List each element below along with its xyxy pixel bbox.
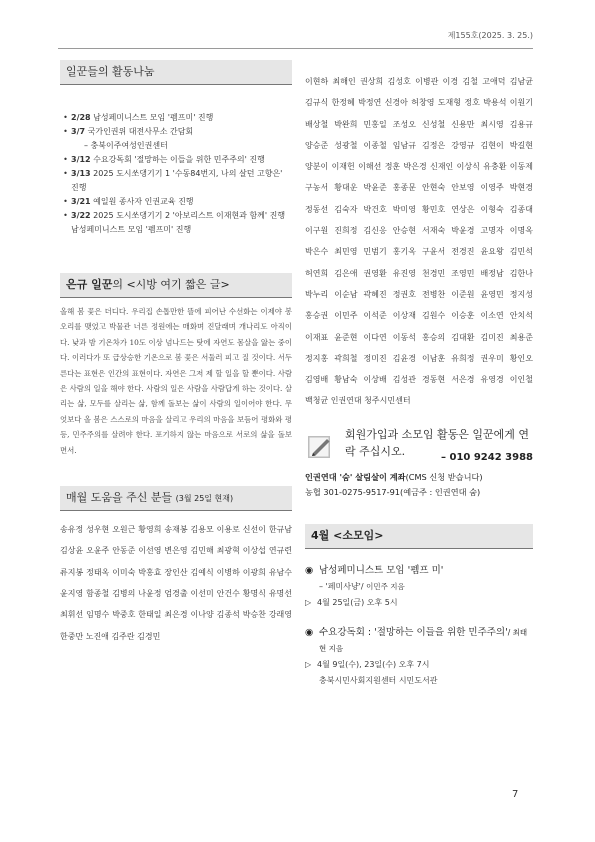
meetings-section [305, 524, 533, 689]
donors-title-text: 매월 도움을 주신 분들 [66, 491, 173, 505]
activity-item: • 2/28 남성페미니스트 모임 '펨프미' 진행 [63, 113, 214, 122]
activity-subitem: 남성페미니스트 모임 '펨프미' 진행 [71, 225, 192, 234]
section-rule [60, 297, 292, 298]
donors-date-note: (3월 25일 현재) [175, 494, 234, 504]
meeting-schedule: ▷ 4월 25일(금) 오후 5시 [305, 595, 533, 611]
donor-names-right: 이현하 최해인 권상희 김성호 이병관 이경 김철 고애덕 김남균 김규식 한정혜 박정연 신경아 허창영 도재형 정호 박용석 이원기 배상철 박완희 민홍일 조성오 신성철 신용만 최시영 김용규 양승준 성광철 이종철 임남규 김정은 강영규 김현이 박길현 양분이 이재헌 이해선 정훈 박은경 신재인 이상식 유충환 이동제 구농서 황대운 박윤준 홍종문 안현숙 안보영 이영주 박현경 정동선 김숙자 박건호 박미영 황민호 연상은 이형숙 김종대 이구원 진희정 김신응 안승현 서재숙 박윤경 고명자 이명옥 박은수 최민영 민범기 홍기옥 구윤서 전경진 윤요왕 김민석 허연희 김은애 권영환 유진영 천경민 조영민 배정남 김한나 박누리 이순남 곽혜진 정권호 전병찬 이준원 윤영민 정지성 홍승권 이민주 이석준 이상재 김원수 이승훈 이소연 안치석 이재표 윤준현 이다연 이동석 홍승의 김대환 김미진 최용준 정지홍 곽희철 정미진 김윤경 이남훈 유희정 권우미 황인오 김영배 황남숙 이상배 김성관 경동현 서은경 유영경 이인철 백청균 인권연대 청주시민센터 [305, 77, 533, 406]
meetings-title-text: 4월 <소모임> [311, 528, 384, 542]
meeting-title: 남성페미니스트 모임 '펨프 미' [319, 564, 444, 576]
donors-section [60, 486, 292, 647]
section-rule [60, 84, 292, 85]
meeting-item [305, 563, 533, 611]
contact-phone: – 010 9242 3988 [441, 451, 533, 463]
activities-title [60, 60, 292, 84]
donors-title [60, 486, 292, 510]
activity-item: • 3/13 2025 도시쏘댕기기 1 '수동84번지, 나의 살던 고향은' 진행 [63, 169, 283, 192]
activities-list [60, 111, 292, 237]
activities-title-text: 일꾼들의 활동나눔 [66, 65, 155, 78]
left-column [60, 60, 292, 647]
account-name: 인권연대 '숨' 살림살이 계좌 [305, 471, 406, 482]
activity-item: • 3/12 수요강독회 '절망하는 이들을 위한 민주주의' 진행 [63, 155, 265, 164]
contact-message: 회원가입과 소모임 활동은 일꾼에게 연락 주십시오. [345, 427, 530, 458]
contact-box [305, 426, 533, 464]
essay-body: 올해 봄 꽃은 더디다. 우리집 손톱만한 뜰에 피어난 수선화는 이제야 봉오리를 맺었고 박물관 너른 정원에는 매화며 진달래며 개나리도 아직이다. 낮과 밤 기온차가 10도 이상 넘나드는 탓에 자연도 몸살을 앓는 중이다. 이러다가 또 급상승한 기온으로 봄 꽃은 서둘러 피고 질 것이다. 서두른다는 표현은 인간의 표현이다. 자연은 그저 제 할 일을 할 뿐이다. 사람은 사람의 일을 해야 한다. 사람의 일은 사람을 사람답게 하는 것이다. 살리는 삶, 모두를 살리는 삶, 함께 돌보는 삶이 사람의 일이어야 한다. 무엇보다 올 봄은 스스로의 마음을 살리고 우리의 마음을 보듬어 평화와 평등, 민주주의를 살려야 한다. 포기하지 않는 마음으로 서로의 삶을 돌보면서. [60, 307, 292, 455]
essay-title-text: 의 <시방 여기 짧은 글> [112, 278, 230, 291]
triangle-marker-icon: ▷ [305, 597, 312, 607]
meetings-title [305, 524, 533, 548]
essay-title [60, 273, 292, 297]
triangle-marker-icon: ▷ [305, 659, 312, 669]
meeting-book: – '페미사냥'/ 이민주 지음 [319, 581, 405, 591]
donor-names-left: 송유정 성우현 오원근 황영희 송재봉 김용모 이용로 신선이 한규남 김상윤 오윤주 안동준 이선영 변은영 김민해 최광혁 이상섭 연규련 류지봉 정태옥 이미숙 박홍효 장인산 김예식 이병하 이광희 유남수 윤지영 함종철 김병의 나윤정 엄경출 이선미 안건수 황명식 유명선 최휘선 임명수 박중호 한태일 최은경 이나양 김종석 박승찬 강래영 한중만 노진애 김주란 김경민 [60, 525, 292, 641]
header-rule [58, 48, 533, 49]
meeting-location: 충북시민사회지원센터 시민도서관 [319, 675, 438, 685]
activity-item: • 3/7 국가인권위 대전사무소 간담회 [63, 127, 194, 136]
meeting-title: 수요강독회 : '절망하는 이들을 위한 민주주의'/ 최태현 지음 [319, 626, 528, 653]
essay-author: 은규 일꾼 [66, 278, 113, 291]
pencil-note-icon [307, 433, 333, 459]
meeting-schedule: ▷ 4월 9일(수), 23일(수) 오후 7시 [305, 657, 533, 673]
circle-bullet-icon: ◉ [305, 626, 314, 638]
account-info [305, 470, 533, 500]
section-rule [305, 548, 533, 549]
essay-section [60, 273, 292, 458]
right-column [305, 71, 533, 689]
account-note: (CMS 신청 받습니다) [405, 471, 483, 482]
activity-subitem: – 충북이주여성인권센터 [84, 141, 168, 150]
activity-item: • 3/22 2025 도시쏘댕기기 2 '아보리스트 이재현과 함께' 진행 [63, 211, 286, 220]
account-number: 농협 301-0275-9517-91(예금주 : 인권연대 숨) [305, 486, 481, 497]
issue-number: 제155호(2025. 3. 25.) [447, 31, 533, 40]
circle-bullet-icon: ◉ [305, 564, 314, 576]
section-rule [60, 510, 292, 511]
activity-item: • 3/21 예일원 종사자 인권교육 진행 [63, 197, 194, 206]
meeting-item [305, 625, 533, 689]
page-number: 7 [512, 789, 519, 800]
activities-section [60, 60, 292, 237]
